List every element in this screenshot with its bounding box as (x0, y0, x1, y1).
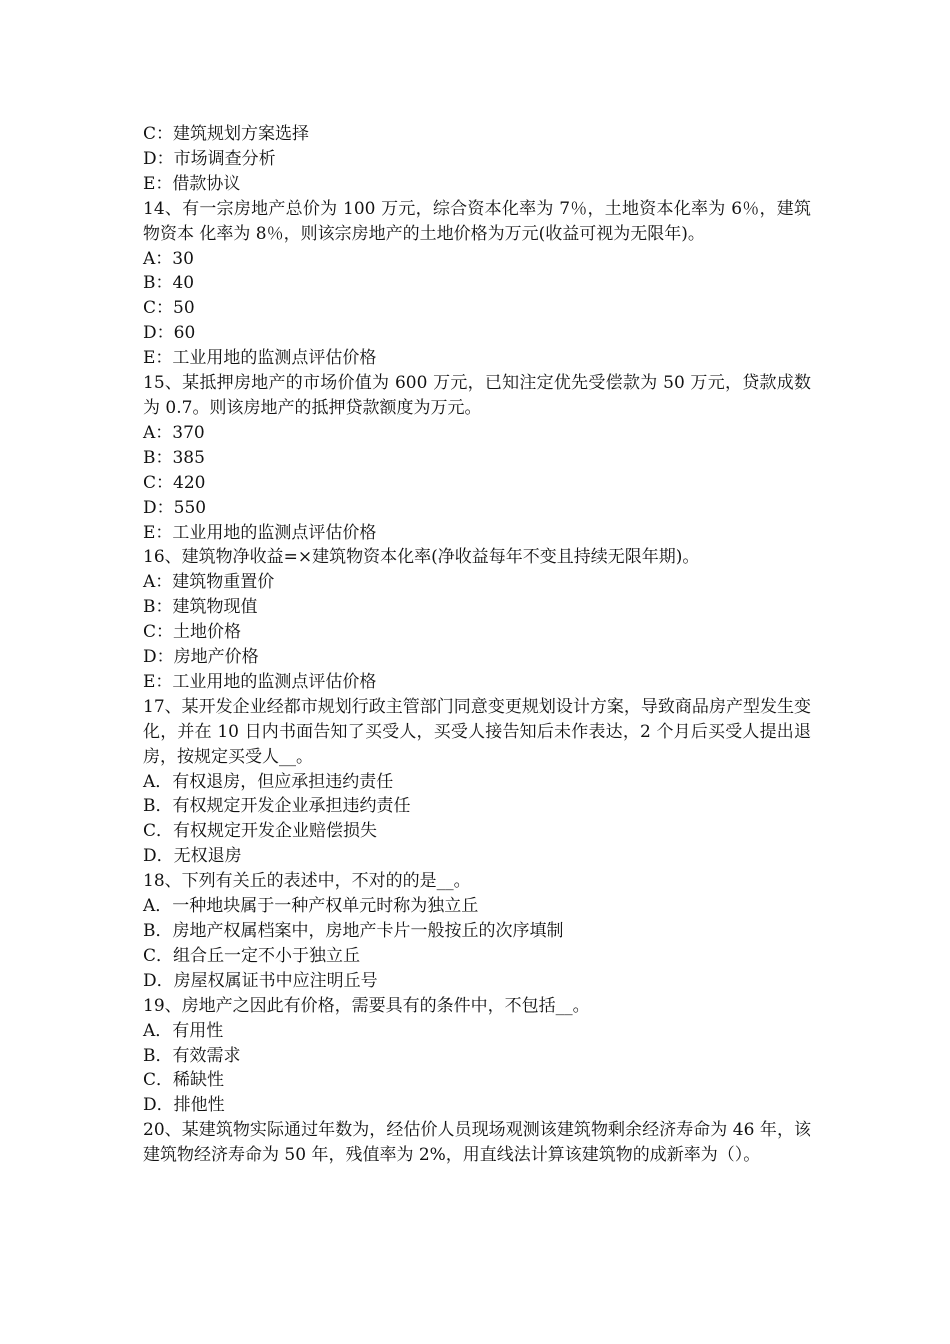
option-c-line: C．组合丘一定不小于独立丘 (143, 945, 361, 966)
option-d-line: D：房地产价格 (143, 647, 259, 668)
option-c-line: C：土地价格 (143, 622, 242, 643)
question-16: 16、建筑物净收益=×建筑物资本化率(净收益每年不变且持续无限年期)。 (143, 547, 700, 568)
option-a-line: A：30 (143, 248, 194, 269)
question-18: 18、下列有关丘的表述中，不对的的是__。 (143, 871, 471, 892)
option-a-line: A：370 (143, 422, 205, 443)
question-19: 19、房地产之因此有价格，需要具有的条件中，不包括__。 (143, 995, 590, 1016)
option-b-line: B：385 (143, 447, 205, 468)
option-c-line: C．有权规定开发企业赔偿损失 (143, 821, 378, 842)
question-20: 20、某建筑物实际通过年数为，经估价人员现场观测该建筑物剩余经济寿命为 46 年，该建筑物经济寿命为 50 年，残值率为 2%，用直线法计算该建筑物的成新率为（）。 (143, 1120, 811, 1166)
option-b-line: B．有效需求 (143, 1045, 241, 1066)
option-d-line: D．排他性 (143, 1095, 225, 1116)
option-c-line: C．稀缺性 (143, 1070, 225, 1091)
option-d-line: D：市场调查分析 (143, 148, 276, 169)
option-a-line: A：建筑物重置价 (143, 572, 275, 593)
option-d-line: D：60 (143, 323, 196, 344)
option-a-line: A．有用性 (143, 1020, 224, 1041)
option-e-line: E：工业用地的监测点评估价格 (143, 348, 377, 369)
option-d-line: D．无权退房 (143, 846, 242, 867)
option-b-line: B：建筑物现值 (143, 597, 258, 618)
option-b-line: B：40 (143, 273, 195, 294)
option-c-line: C：420 (143, 472, 206, 493)
option-d-line: D．房屋权属证书中应注明丘号 (143, 970, 378, 991)
document-page (143, 122, 811, 1168)
option-e-line: E：工业用地的监测点评估价格 (143, 522, 377, 543)
question-17: 17、某开发企业经都市规划行政主管部门同意变更规划设计方案，导致商品房产型发生变化，并在 10 日内书面告知了买受人，买受人接告知后未作表达，2 个月后买受人提出退房，按规定买受人__。 (143, 696, 811, 767)
option-e-line: E：工业用地的监测点评估价格 (143, 671, 377, 692)
option-a-line: A．有权退房，但应承担违约责任 (143, 771, 394, 792)
option-e-line: E：借款协议 (143, 173, 241, 194)
option-a-line: A．一种地块属于一种产权单元时称为独立丘 (143, 896, 479, 917)
option-c-line: C：50 (143, 298, 195, 319)
question-14: 14、有一宗房地产总价为 100 万元，综合资本化率为 7％，土地资本化率为 6％，建筑物资本 化率为 8％，则该宗房地产的土地价格为万元(收益可视为无限年)。 (143, 198, 811, 244)
option-b-line: B．有权规定开发企业承担违约责任 (143, 796, 411, 817)
option-d-line: D：550 (143, 497, 207, 518)
question-15: 15、某抵押房地产的市场价值为 600 万元，已知注定优先受偿款为 50 万元，贷款成数为 0.7。则该房地产的抵押贷款额度为万元。 (143, 373, 811, 418)
option-b-line: B．房地产权属档案中，房地产卡片一般按丘的次序填制 (143, 921, 564, 941)
option-c-line: C：建筑规划方案选择 (143, 124, 310, 144)
